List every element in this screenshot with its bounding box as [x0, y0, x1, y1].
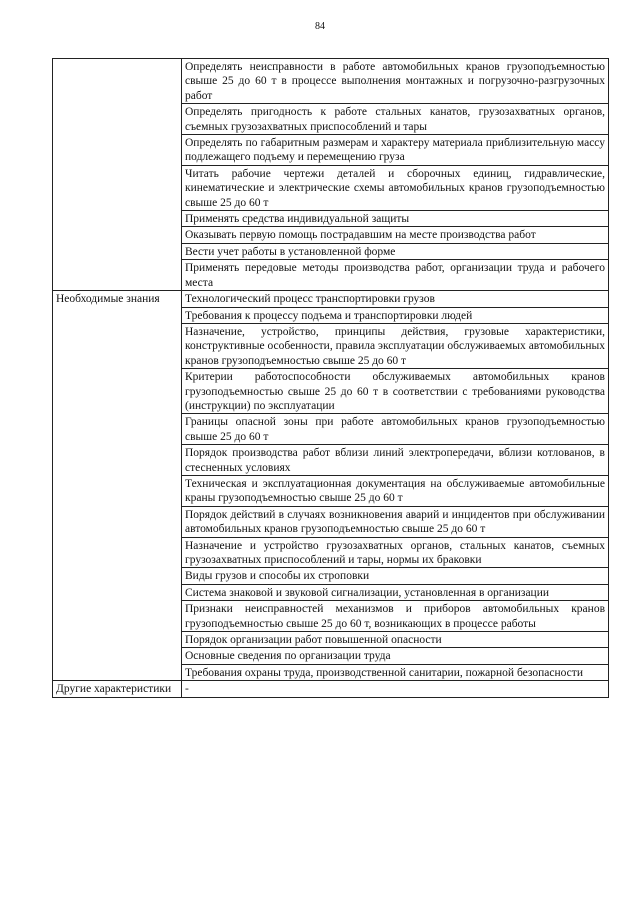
table-row [53, 291, 609, 307]
skill-item: Оказывать первую помощь пострадавшим на месте производства работ [182, 227, 609, 243]
knowledge-item: Требования к процессу подъема и транспортировки людей [182, 307, 609, 323]
knowledge-item: Границы опасной зоны при работе автомобильных кранов грузоподъемностью свыше 25 до 60 т [182, 414, 609, 445]
skill-item: Определять по габаритным размерам и характеру материала приблизительную массу подлежащего подъему и перемещению груза [182, 135, 609, 166]
knowledge-item: Технологический процесс транспортировки грузов [182, 291, 609, 307]
skill-item: Определять неисправности в работе автомобильных кранов грузоподъемностью свыше 25 до 60 т в процессе выполнения монтажных и погрузочно-разгрузочных работ [182, 59, 609, 104]
competency-table [52, 58, 609, 698]
knowledge-item: Система знаковой и звуковой сигнализации, установленная в организации [182, 584, 609, 600]
knowledge-item: Виды грузов и способы их строповки [182, 568, 609, 584]
table-row [53, 681, 609, 697]
knowledge-item: Основные сведения по организации труда [182, 648, 609, 664]
knowledge-item: Признаки неисправностей механизмов и приборов автомобильных кранов грузоподъемностью свыше 25 до 60 т, возникающих в процессе работы [182, 601, 609, 632]
knowledge-item: Назначение и устройство грузозахватных органов, стальных канатов, съемных грузозахватных приспособлений и тары, нормы их браковки [182, 537, 609, 568]
knowledge-item: Техническая и эксплуатационная документация на обслуживаемые автомобильные краны грузоподъемностью свыше 25 до 60 т [182, 475, 609, 506]
knowledge-item: Порядок действий в случаях возникновения аварий и инцидентов при обслуживании автомобильных кранов грузоподъемностью свыше 25 до 60 т [182, 506, 609, 537]
other-characteristics-label: Другие характеристики [53, 681, 182, 697]
knowledge-item: Требования охраны труда, производственной санитарии, пожарной безопасности [182, 664, 609, 680]
page-number: 84 [315, 21, 325, 32]
knowledge-label: Необходимые знания [53, 291, 182, 681]
knowledge-item: Назначение, устройство, принципы действия, грузовые характеристики, конструктивные особенности, правила эксплуатации обслуживаемых автомобильных кранов грузоподъемностью свыше 25 до 60 т [182, 323, 609, 368]
skills-label-cell [53, 59, 182, 291]
other-characteristics-value: - [182, 681, 609, 697]
skill-item: Читать рабочие чертежи деталей и сборочных единиц, гидравлические, кинематические и электрические схемы автомобильных кранов грузоподъемностью свыше 25 до 60 т [182, 165, 609, 210]
table-row [53, 59, 609, 104]
knowledge-item: Критерии работоспособности обслуживаемых автомобильных кранов грузоподъемностью свыше 25 до 60 т в соответствии с требованиями руководства (инструкции) по эксплуатации [182, 369, 609, 414]
knowledge-item: Порядок организации работ повышенной опасности [182, 632, 609, 648]
skill-item: Определять пригодность к работе стальных канатов, грузозахватных органов, съемных грузозахватных приспособлений и тары [182, 104, 609, 135]
knowledge-item: Порядок производства работ вблизи линий электропередачи, вблизи котлованов, в стесненных условиях [182, 445, 609, 476]
skill-item: Применять передовые методы производства работ, организации труда и рабочего места [182, 260, 609, 291]
skill-item: Применять средства индивидуальной защиты [182, 211, 609, 227]
skill-item: Вести учет работы в установленной форме [182, 243, 609, 259]
